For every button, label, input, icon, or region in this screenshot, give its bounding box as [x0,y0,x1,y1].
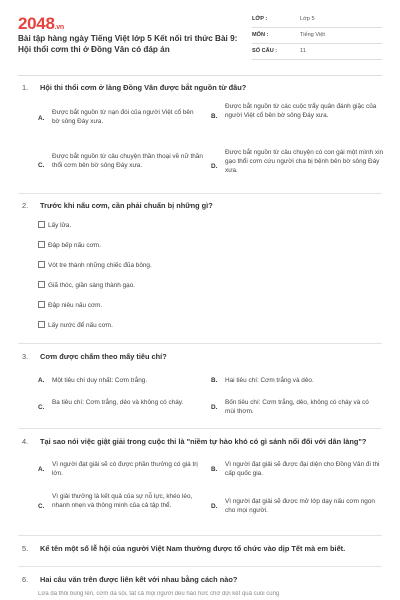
divider [18,343,382,344]
checkbox-icon [38,281,45,288]
checkbox-icon [38,241,45,248]
checkbox-icon [38,321,45,328]
question-2-check-2[interactable]: Đập bếp nấu cơm. [38,241,101,249]
question-2-check-4[interactable]: Giã thóc, giần sàng thành gạo. [38,281,135,289]
meta-row-grade: LỚP : Lớp 5 [252,12,382,28]
question-6-passage: Lửa đã thổi bùng lên, cơm đã sôi, tất cả mọi người đều háo hức chờ đợi kết quả cuối cùng [38,591,280,597]
divider [18,535,382,536]
divider [18,428,382,429]
meta-row-count: SỐ CÂU : 11 [252,44,382,60]
checkbox-icon [38,301,45,308]
checkbox-icon [38,261,45,268]
page-title: Bài tập hàng ngày Tiếng Việt lớp 5 Kết nối tri thức Bài 9: Hội thổi cơm thi ở Đồng Vân có đáp án [18,34,238,54]
question-2-check-3[interactable]: Vót tre thành những chiếc đũa bông. [38,261,152,269]
question-2-check-5[interactable]: Đập niêu nấu cơm. [38,301,102,309]
question-3: 3. Cơm được chấm theo mấy tiêu chí? [22,352,167,361]
site-logo[interactable]: 2048.vn [18,14,64,33]
question-4: 4. Tại sao nói việc giật giải trong cuộc thi là "niềm tự hào khó có gì sánh nổi đối với dân làng"? [22,437,367,446]
divider [18,566,382,567]
header [18,12,382,70]
question-5: 5. Kể tên một số lễ hội của người Việt Nam thường được tổ chức vào dịp Tết mà em biết. [22,544,346,553]
question-2-check-6[interactable]: Lấy nước để nấu cơm. [38,321,113,329]
meta-row-subject: MÔN : Tiếng Việt [252,28,382,44]
header-divider [18,75,382,76]
question-1: 1. Hội thi thổi cơm ở làng Đồng Vân được bắt nguồn từ đâu? [22,83,247,92]
divider [18,193,382,194]
question-2-check-1[interactable]: Lấy lửa. [38,221,71,229]
question-6: 6. Hai câu văn trên được liên kết với nhau bằng cách nào? [22,575,238,584]
question-2: 2. Trước khi nấu cơm, cần phải chuẩn bị những gì? [22,201,213,210]
checkbox-icon [38,221,45,228]
worksheet-page: 2048.vn Bài tập hàng ngày Tiếng Việt lớp 5 Kết nối tri thức Bài 9: Hội thổi cơm thi ở Đồng Vân có đáp án LỚP : Lớp 5 MÔN : Tiếng Việt SỐ CÂU : 11 1. Hội thi thổi cơm ở làng Đồng Vân được bắt nguồn từ đâu? A. Được bắt nguồn từ nạn đói của người Việt cổ bên bờ sông Đáy xưa. B. Được bắt nguồn từ các cuộc trẩy quân đánh giặc của người Việt cổ bên bờ sông Đáy xưa. C. Được bắt nguồn từ câu chuyện thần thoại về nữ thần thổi cơm bên bờ sông Đáy xưa. D. Được bắt nguồn từ câu chuyện có con gái một mình xin gạo thổi cơm cứu người cha bị bệnh bên bờ sông Đáy xưa. 2. Trước khi nấu cơm, cần phải chuẩn bị những gì? Lấy lửa. Đập bếp nấu cơm. Vót tre thành những chiếc đũa bông. Giã thóc, giần sàng thành gạo. Đập niêu nấu cơm. Lấy nước để nấu cơm. 3. Cơm được chấm theo mấy tiêu chí? A. Một tiêu chí duy nhất: Cơm trắng. B. Hai tiêu chí: Cơm trắng và dẻo. C. Ba tiêu chí: Cơm trắng, dẻo và không có cháy. D. Bốn tiêu chí: Cơm trắng, dẻo, không có cháy và có mùi thơm. 4. Tại sao nói việc giật giải trong cuộc thi là "niềm tự hào khó có gì sánh nổi đối với dân làng"? A. Vì người đạt giải sẽ có được phần thưởng có giá trị lớn. B. Vì người đạt giải sẽ được đại diện cho Đồng Vân đi thi cấp quốc gia. C. Vì giải thưởng là kết quả của sự nỗ lực, khéo léo, nhanh nhẹn và thông minh của cả tập thể. D. Vì người đạt giải sẽ được mở lớp dạy nấu cơm ngon cho mọi người. 5. Kể tên một số lễ hội của người Việt Nam thường được tổ chức vào dịp Tết mà em biết. 6. Hai câu văn trên được liên kết với nhau bằng cách nào? Lửa đã thổi bùng lên, cơm đã sôi, tất cả mọi người đều háo hức chờ đợi kết quả cuối cùng [0,0,400,600]
meta-table [252,12,382,60]
